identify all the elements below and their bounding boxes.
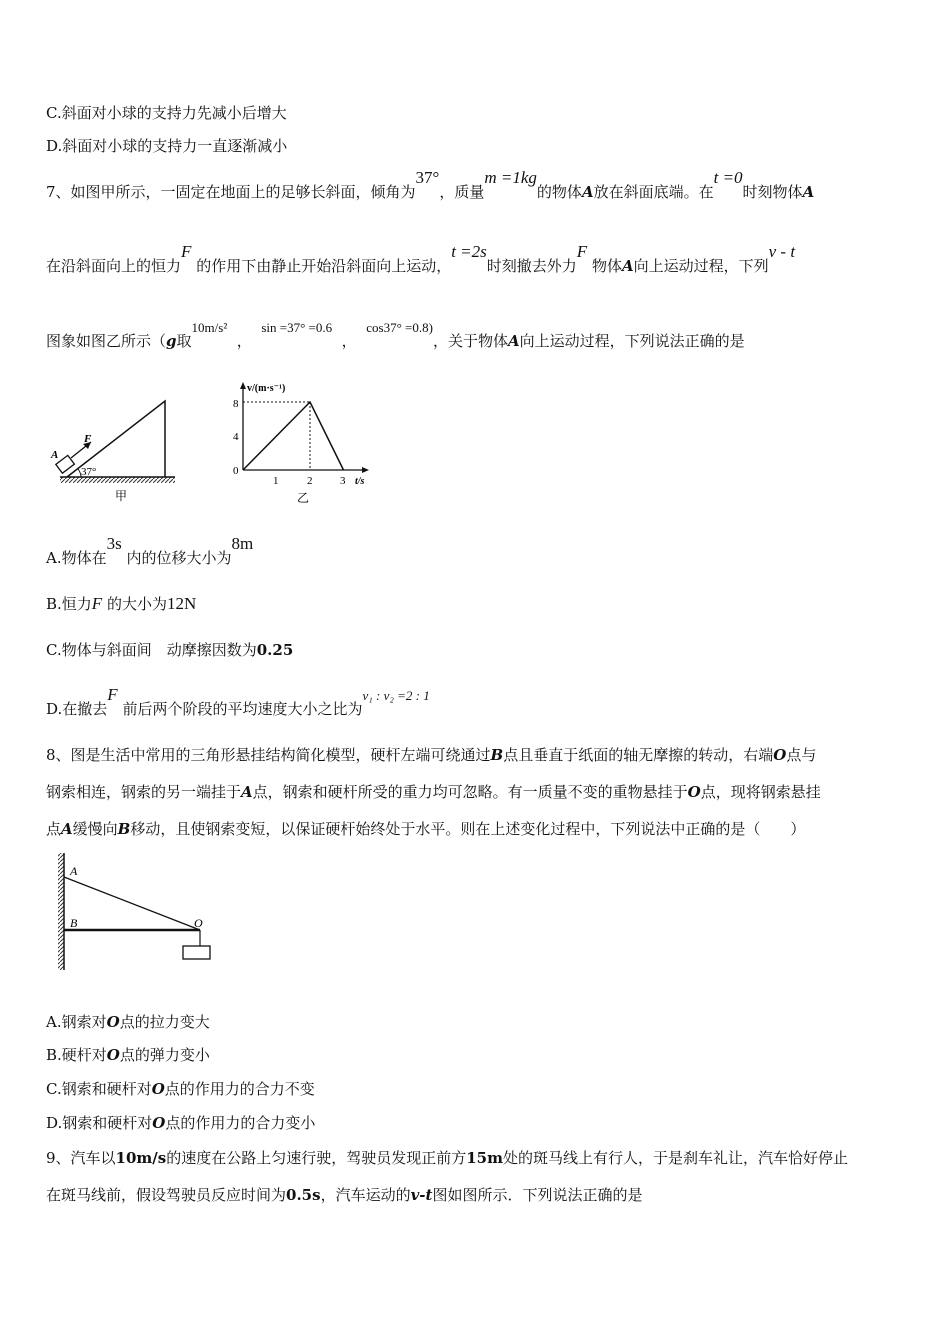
x-tick-3: 3 [340, 475, 346, 487]
q6-option-c: C.斜面对小球的支持力先减小后增大 [46, 104, 287, 122]
y-tick-4: 4 [233, 431, 239, 443]
vt-series-line [243, 402, 344, 470]
q7-option-b: B.恒力F 的大小为12N [46, 594, 197, 613]
q8-line-3: 点A缓慢向B移动，且使钢索变短，以保证硬杆始终处于水平。则在上述变化过程中，下列说法中正确的是（ ） [46, 820, 806, 838]
x-axis-arrow [362, 467, 369, 473]
y-axis-label: v/(m·s⁻¹) [247, 383, 286, 394]
caption-jia: 甲 [115, 489, 128, 503]
q7-figure-vt-graph [225, 378, 385, 508]
label-a: A [70, 864, 78, 878]
label-a: A [51, 449, 59, 461]
q7-option-d: D.在撤去F 前后两个阶段的平均速度大小之比为v₁ : v₂ =2 : 1 [46, 685, 430, 718]
q8-option-d: D.钢索和硬杆对O点的作用力的合力变小 [46, 1114, 316, 1132]
x-axis-label: t/s [355, 476, 365, 487]
label-b: B [70, 916, 78, 930]
mass-value: m =1kg [484, 168, 537, 187]
label-f: F [84, 433, 92, 445]
q8-line-1: 8、图是生活中常用的三角形悬挂结构简化模型，硬杆左端可绕通过B点且垂直于纸面的轴无摩擦的转动，右端O点与 [46, 746, 817, 764]
y-axis-arrow [240, 382, 246, 389]
q7-line-1: 7、如图甲所示，一固定在地面上的足够长斜面，倾角为37°，质量m =1kg的物体A放在斜面底端。在t =0时刻物体A [46, 168, 815, 201]
q8-option-c: C.钢索和硬杆对O点的作用力的合力不变 [46, 1080, 315, 1098]
q7-option-a: A.物体在3s 内的位移大小为8m [46, 534, 254, 567]
t0-value: t =0 [713, 168, 743, 187]
q8-option-a: A.钢索对O点的拉力变大 [46, 1013, 210, 1031]
steel-cable [64, 877, 200, 930]
q8-option-b: B.硬杆对O点的弹力变小 [46, 1046, 210, 1064]
y-tick-8: 8 [233, 398, 239, 410]
t2-value: t =2s [451, 242, 487, 261]
q9-line-2: 在斑马线前，假设驾驶员反应时间为0.5s，汽车运动的v-t图如图所示．下列说法正确的是 [46, 1186, 643, 1204]
wall-hatch [58, 853, 64, 970]
angle-value: 37° [415, 168, 440, 187]
ground-hatch [60, 477, 175, 483]
weight-block [183, 946, 210, 959]
q7-figure-incline [45, 395, 180, 505]
q7-option-c: C.物体与斜面间 动摩擦因数为0.25 [46, 641, 294, 659]
q6-option-d: D.斜面对小球的支持力一直逐渐减小 [46, 137, 288, 155]
q7-line-2: 在沿斜面向上的恒力F 的作用下由静止开始沿斜面向上运动，t =2s时刻撤去外力F 物体A向上运动过程，下列v - t [46, 242, 796, 275]
q8-line-2: 钢索相连，钢索的另一端挂于A点，钢索和硬杆所受的重力均可忽略。有一质量不变的重物悬挂于O点，现将钢索悬挂 [46, 783, 821, 801]
q9-line-1: 9、汽车以10m/s的速度在公路上匀速行驶，驾驶员发现正前方15m处的斑马线上有行人，于是刹车礼让，汽车恰好停止 [46, 1149, 848, 1167]
q7-line-3: 图象如图乙所示（g取10m/s² ， sin =37° =0.6 ， cos37° =0.8)，关于物体A向上运动过程，下列说法正确的是 [46, 320, 745, 350]
label-angle: 37° [81, 466, 97, 478]
caption-yi: 乙 [297, 491, 310, 505]
x-tick-2: 2 [307, 475, 313, 487]
y-tick-0: 0 [233, 465, 239, 477]
label-o: O [194, 916, 203, 930]
x-tick-1: 1 [273, 475, 279, 487]
q8-figure-hanging-structure [52, 850, 217, 975]
